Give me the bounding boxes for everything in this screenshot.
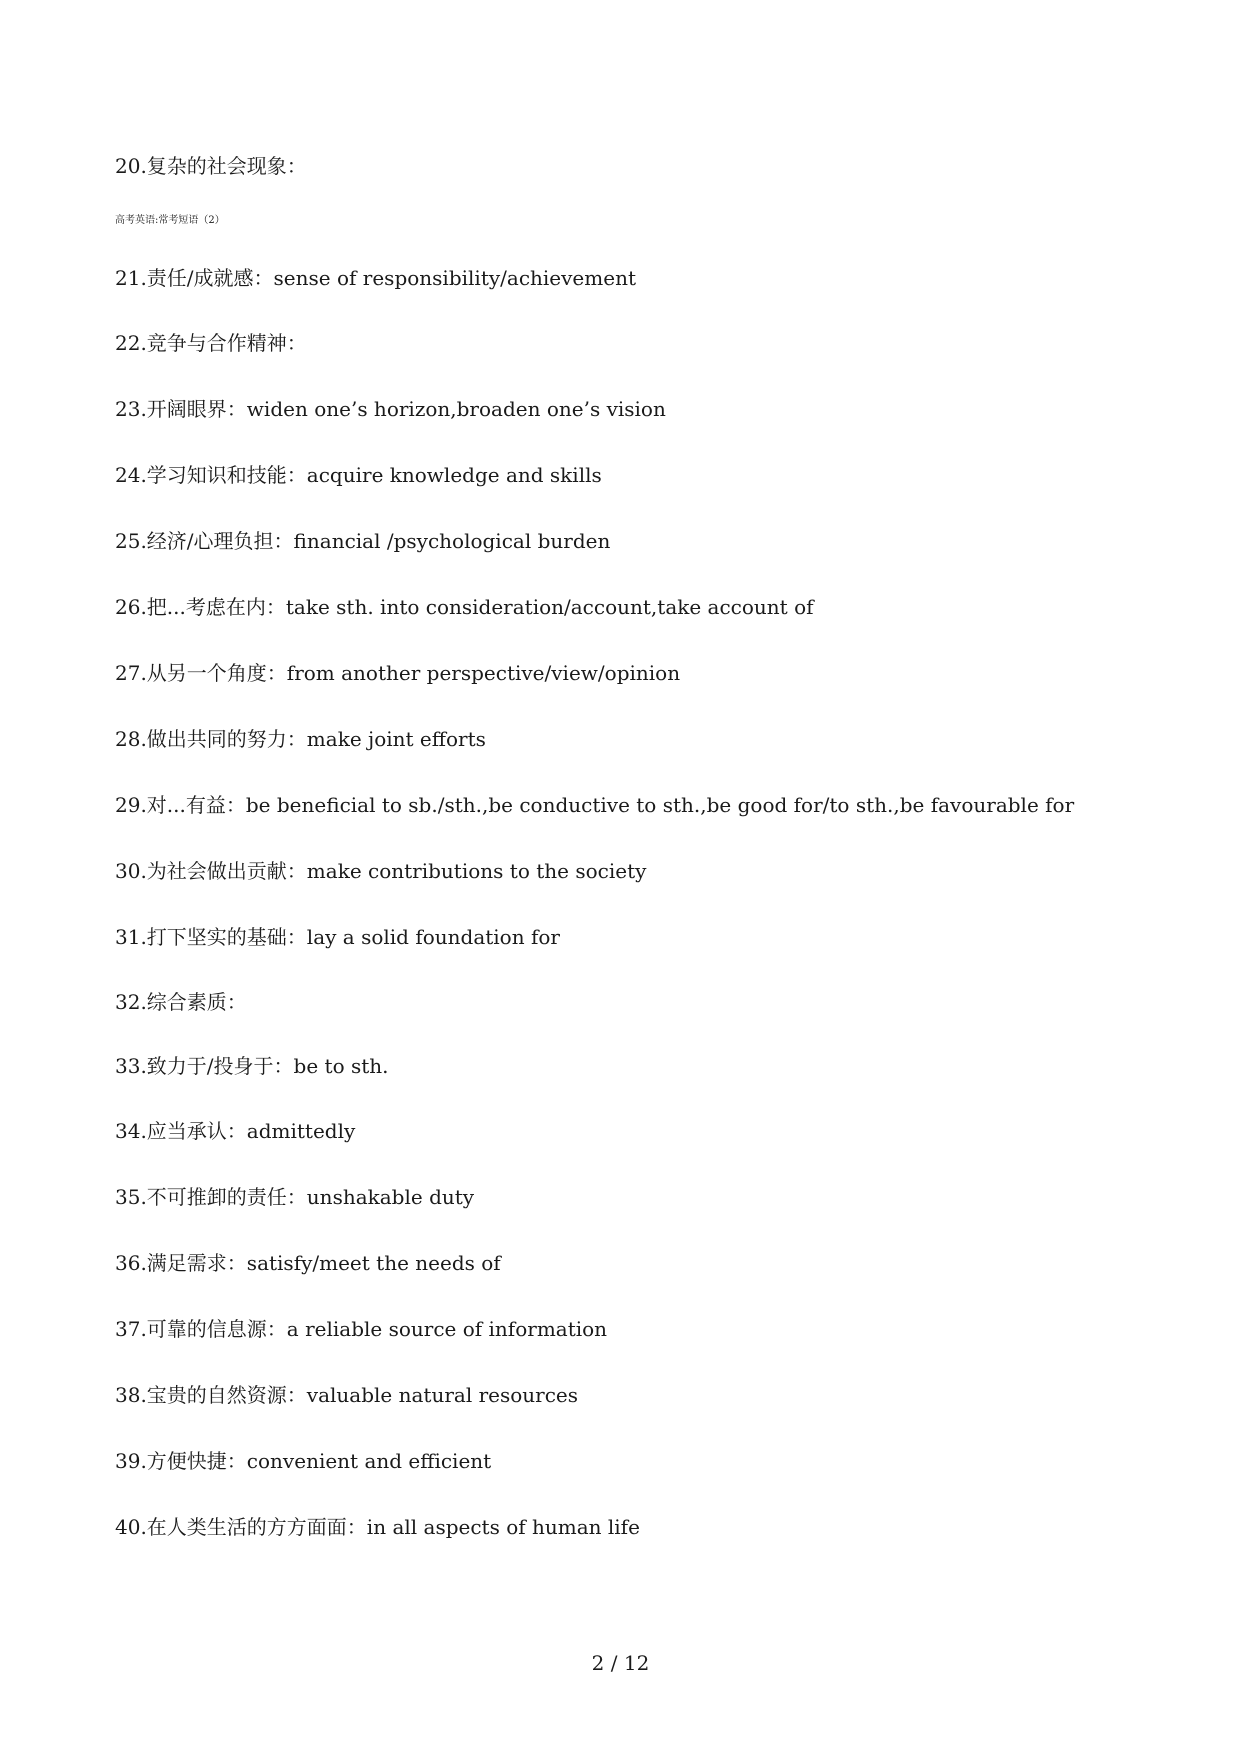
phrase-line-31: 31.打下坚实的基础：lay a solid foundation for (115, 925, 560, 949)
phrase-line-29: 29.对...有益：be beneficial to sb./sth.,be conductive to sth.,be good for/to sth.,be favourable for (115, 793, 1075, 817)
phrase-line-21: 21.责任/成就感：sense of responsibility/achievement (115, 266, 636, 290)
phrase-line-38: 38.宝贵的自然资源：valuable natural resources (115, 1383, 579, 1407)
phrase-line-27: 27.从另一个角度：from another perspective/view/opinion (115, 661, 681, 685)
phrase-line-36: 36.满足需求：satisfy/meet the needs of (115, 1251, 501, 1275)
phrase-line-20: 20.复杂的社会现象： (115, 154, 307, 178)
phrase-line-32: 32.综合素质： (115, 990, 247, 1014)
phrase-line-30: 30.为社会做出贡献：make contributions to the society (115, 859, 647, 883)
phrase-line-25: 25.经济/心理负担：financial /psychological burden (115, 529, 611, 553)
phrase-line-24: 24.学习知识和技能：acquire knowledge and skills (115, 463, 602, 487)
phrase-line-33: 33.致力于/投身于：be to sth. (115, 1054, 389, 1078)
phrase-line-40: 40.在人类生活的方方面面：in all aspects of human life (115, 1515, 640, 1539)
phrase-line-22: 22.竞争与合作精神： (115, 331, 307, 355)
phrase-line-26: 26.把...考虑在内：take sth. into consideration/account,take account of (115, 595, 814, 619)
phrase-line-35: 35.不可推卸的责任：unshakable duty (115, 1185, 475, 1209)
phrase-line-39: 39.方便快捷：convenient and efficient (115, 1449, 492, 1473)
phrase-line-37: 37.可靠的信息源：a reliable source of information (115, 1317, 608, 1341)
phrase-line-34: 34.应当承认：admittedly (115, 1119, 356, 1143)
phrase-line-28: 28.做出共同的努力：make joint efforts (115, 727, 486, 751)
page-number: 2 / 12 (591, 1651, 650, 1675)
phrase-line-23: 23.开阔眼界：widen one’s horizon,broaden one’s vision (115, 397, 666, 421)
section-subheading: 高考英语:常考短语（2） (115, 215, 225, 226)
